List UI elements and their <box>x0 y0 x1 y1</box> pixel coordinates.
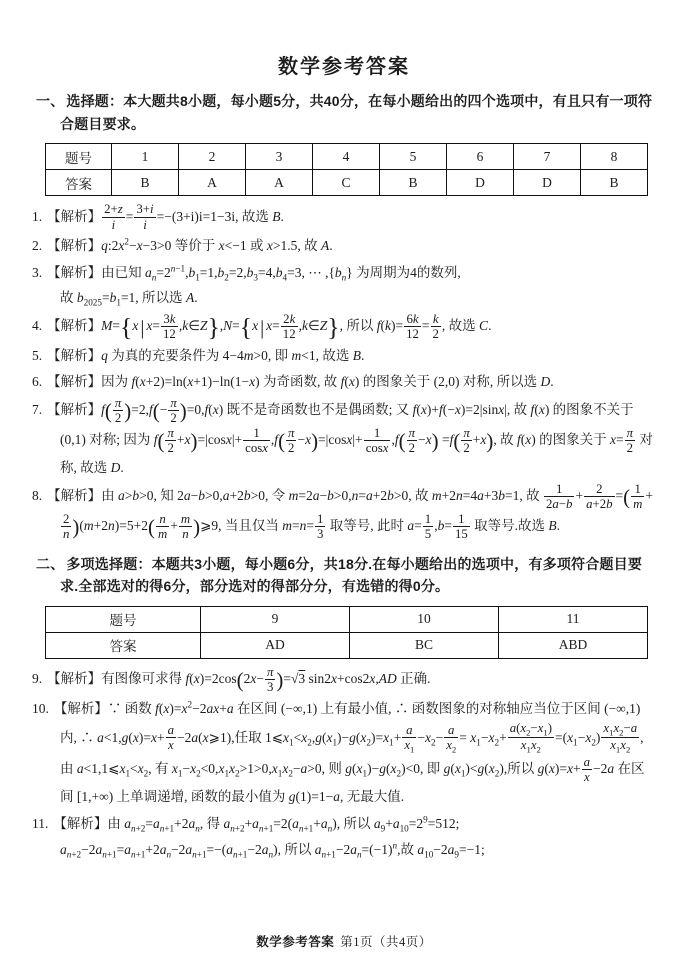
solution-item-8 <box>0 482 688 541</box>
item-content: 【解析】 $\frac{2+z}{i}$ = $\frac{3+i}{i}$ =−(3+i)i=1−3i, 故选 B. <box>47 202 284 232</box>
answer-cell: B <box>112 170 179 196</box>
question-number-cell: 7 <box>514 144 581 170</box>
row-label-cell: 题号 <box>46 144 112 170</box>
section-2-text: 多项选择题：本题共3小题，每小题6分，共18分.在每小题给出的选项中，有多项符合题目要求.全部选对的得6分，部分选对的得部分分，有选错的得0分。 <box>60 555 643 595</box>
choice-answer-table <box>45 143 648 196</box>
item-number: 2. <box>32 238 43 254</box>
item-number: 5. <box>32 347 43 363</box>
item-content: 【解析】∵ 函数 $f(x)=x^2-2ax+a$ 在区间 (−∞,1) 上有最小值, ∴ 函数图象的对称轴应当位于区间 (−∞,1) 内, ∴ a<1,g(x)=x+ $\frac{a}{x}$ −2a(x⩾1),任取 $1⩽x_1<x_2,g(x_1)-g(x_2)=x_1+$ $\frac{a}{x_1}$ $-x_2-$ $\frac{a}{x_2}$ = $x_1-x_2+$ $\frac{a(x_2-x_1)}{x_1x_2}$ $=(x_1-x_2)$ $\frac{x_1x_2-a}{x_1x_2}$ ,由 $a<1,1⩽x_1<x_2$, 有 $x_1-x_2<0,x_1x_2>1>0,x_1x_2-a>0$, 则 $g(x_1)-g(x_2)<0$, 即 $g(x_1)<g(x_2)$,所以 g(x)=x+ $\frac{a}{x}$ −2a 在区间 [1,+∞) 上单调递增, 函数的最小值为 g(1)=1−a, 无最大值. <box>53 699 645 805</box>
solution-item-11 <box>0 811 688 862</box>
item-number: 3. <box>32 264 43 280</box>
table-row <box>46 144 648 170</box>
item-content: 【解析】由 $a_{n+2}=a_{n+1}+2a_n$, 得 $a_{n+2}+a_{n+1}=2(a_{n+1}+a_n)$, 所以 $a_9+a_{10}=2^9=512$; $a_{n+2}-2a_{n+1}=a_{n+1}+2a_n-2a_{n+1}=-(a_{n+1}-2a_n)$, 所以 $a_{n+1}-2a_n=(-1)^n$,故 $a_{10}-2a_9=-1$; <box>53 814 485 860</box>
question-number-cell: 1 <box>112 144 179 170</box>
item-number: 7. <box>32 402 43 418</box>
solution-item-9 <box>0 665 688 695</box>
section-2-heading <box>0 553 688 598</box>
question-number-cell: 5 <box>380 144 447 170</box>
item-number: 8. <box>32 488 43 504</box>
item-number: 1. <box>32 208 43 224</box>
question-number-cell: 11 <box>499 606 648 632</box>
question-number-cell: 10 <box>350 606 499 632</box>
question-number-cell: 3 <box>246 144 313 170</box>
solution-item-6 <box>0 369 688 395</box>
item-content: 【解析】M={x| x= $\frac{3k}{12}$ ,k∈Z},N={x| x= $\frac{2k}{12}$ ,k∈Z}, 所以 f(k)= $\frac{6k}{12}$ = $\frac{k}{2}$ , 故选 C. <box>47 311 492 343</box>
solution-item-10 <box>0 696 688 811</box>
multi-answer-table <box>45 606 648 659</box>
answer-cell: A <box>246 170 313 196</box>
item-number: 6. <box>32 374 43 390</box>
answer-cell: AD <box>201 632 350 658</box>
solution-list-2 <box>0 665 688 863</box>
section-1-heading <box>0 90 688 135</box>
item-content: 【解析】由 a>b>0, 知 2a−b>0,a+2b>0, 令 m=2a−b>0,n=a+2b>0, 故 m+2n=4a+3b=1, 故 $\frac{1}{2a-b}$ + $\frac{2}{a+2b}$ =( $\frac{1}{m}$ + $\frac{2}{n}$ )(m+2n)=5+2( $\frac{n}{m}$ + $\frac{m}{n}$ )⩾9, 当且仅当 m=n= $\frac{1}{3}$ 取等号, 此时 a= $\frac{1}{5}$ ,b= $\frac{1}{15}$ 取等号.故选 B. <box>47 482 654 542</box>
question-number-cell: 6 <box>447 144 514 170</box>
answer-cell: C <box>313 170 380 196</box>
table-row <box>46 606 648 632</box>
question-number-cell: 4 <box>313 144 380 170</box>
answer-cell: BC <box>350 632 499 658</box>
page-title: 数学参考答案 <box>278 56 410 78</box>
item-number: 11. <box>32 816 49 832</box>
row-label-cell: 答案 <box>46 632 201 658</box>
section-1-text: 选择题：本大题共8小题，每小题5分，共40分，在每小题给出的四个选项中，有且只有一项符合题目要求。 <box>60 93 653 132</box>
item-content: 【解析】因为 f(x+2)=ln(x+1)−ln(1−x) 为奇函数, 故 f(x) 的图象关于 (2,0) 对称, 所以选 D. <box>47 374 554 390</box>
item-number: 4. <box>32 318 43 334</box>
answer-cell: B <box>581 170 648 196</box>
solution-list-1 <box>0 202 688 541</box>
answer-cell: B <box>380 170 447 196</box>
answer-cell: ABD <box>499 632 648 658</box>
solution-item-1 <box>0 202 688 232</box>
question-number-cell: 2 <box>179 144 246 170</box>
table-row <box>46 170 648 196</box>
row-label-cell: 题号 <box>46 606 201 632</box>
footer-doc-label: 数学参考答案 <box>256 935 335 949</box>
item-content: 【解析】$q:2x^2-x-3>0$ 等价于 x<−1 或 x>1.5, 故 A. <box>47 236 333 254</box>
page-footer <box>0 932 688 950</box>
item-number: 10. <box>32 700 49 716</box>
item-content: 【解析】有图像可求得 f(x)=2cos(2x− $\frac{\pi}{3}$ )=√3 sin2x+cos2x,AD 正确. <box>47 664 431 695</box>
question-number-cell: 8 <box>581 144 648 170</box>
solution-item-5 <box>0 343 688 369</box>
table-row <box>46 632 648 658</box>
item-content: 【解析】q 为真的充要条件为 4−4m>0, 即 m<1, 故选 B. <box>47 347 365 363</box>
answer-cell: A <box>179 170 246 196</box>
solution-item-2 <box>0 233 688 259</box>
section-1-number: 一、 <box>36 93 65 109</box>
question-number-cell: 9 <box>201 606 350 632</box>
answer-cell: D <box>514 170 581 196</box>
solution-item-7 <box>0 396 688 481</box>
item-content: 【解析】由已知 $a_n=2^{n-1},b_1=1,b_2=2,b_3=4,b_4=3$, ⋯ $,\{b_n\}$ 为周期为4的数列, 故 $b_{2025}=b_1=1$, 所以选 A. <box>47 263 461 309</box>
footer-page-info: 第1页（共4页） <box>340 935 432 949</box>
solution-item-4 <box>0 312 688 342</box>
item-content: 【解析】f( $\frac{\pi}{2}$ )=2,f(− $\frac{\pi}{2}$ )=0,f(x) 既不是奇函数也不是偶函数; 又 f(x)+f(−x)=2|sinx|, 故 f(x) 的图象不关于 (0,1) 对称; 因为 f( $\frac{\pi}{2}$ +x)=|cosx|+ $\frac{1}{\cos x}$ ,f( $\frac{\pi}{2}$ −x)=|cosx|+ $\frac{1}{\cos x}$ ,f( $\frac{\pi}{2}$ −x) =f( $\frac{\pi}{2}$ +x), 故 f(x) 的图象关于 x= $\frac{\pi}{2}$ 对称, 故选 D. <box>47 395 653 476</box>
solution-item-3 <box>0 260 688 311</box>
row-label-cell: 答案 <box>46 170 112 196</box>
item-number: 9. <box>32 671 43 687</box>
answer-cell: D <box>447 170 514 196</box>
section-2-number: 二、 <box>36 555 65 572</box>
